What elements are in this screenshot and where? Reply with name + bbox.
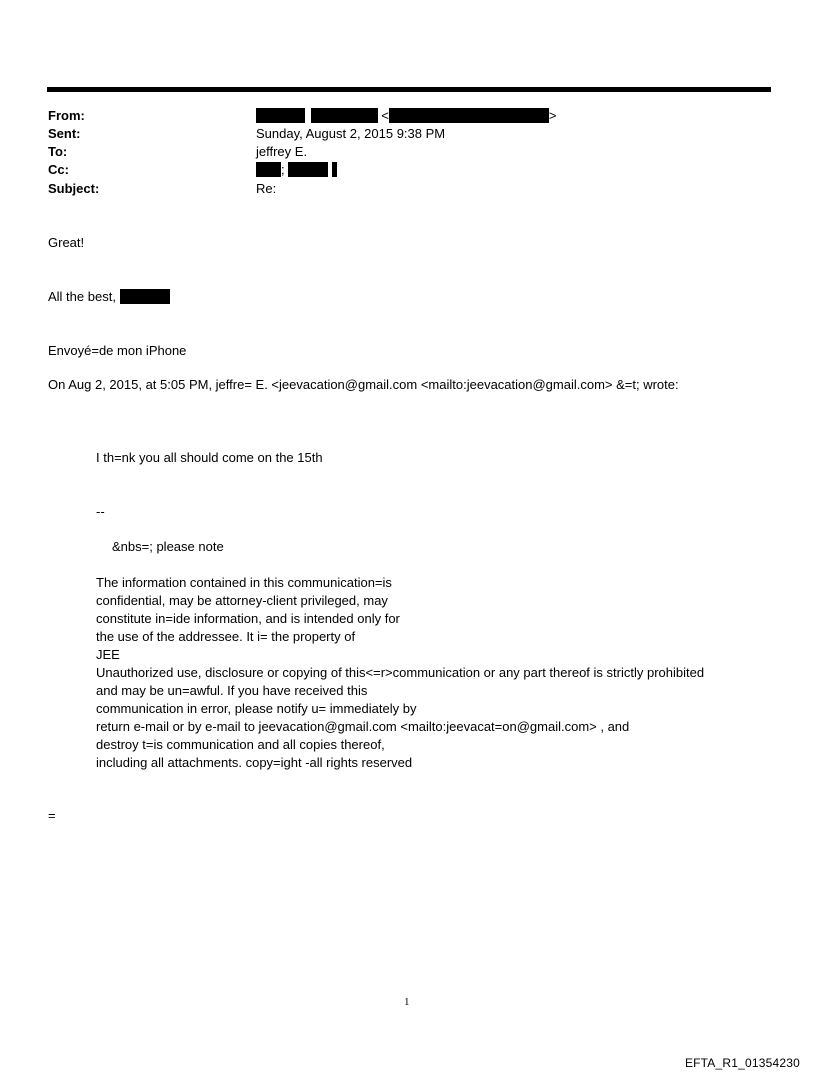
disclaimer-line: and may be un=awful. If you have received this — [96, 683, 368, 698]
subject-label: Subject: — [48, 181, 100, 196]
from-row — [48, 108, 768, 126]
nbsp-note: &nbs=; please note — [112, 539, 224, 554]
disclaimer-line: confidential, may be attorney-client privileged, may — [96, 593, 388, 608]
cc-label: Cc: — [48, 162, 69, 177]
disclaimer-line: destroy t=is communication and all copies thereof, — [96, 737, 385, 752]
from-value — [256, 108, 556, 123]
from-lt: < — [381, 108, 389, 123]
greeting: Great! — [48, 235, 85, 250]
redaction-box — [120, 289, 170, 304]
cc-separator: ; — [281, 162, 285, 177]
redaction-box — [288, 162, 328, 177]
disclaimer-line: JEE — [96, 647, 120, 662]
to-label: To: — [48, 144, 68, 159]
page-number: 1 — [404, 996, 410, 1008]
from-label: From: — [48, 108, 85, 123]
from-gt: > — [548, 108, 557, 123]
document-id: EFTA_R1_01354230 — [684, 1056, 800, 1070]
subject-row — [48, 181, 768, 199]
redaction-box — [311, 108, 378, 123]
disclaimer-line: The information contained in this communication=is — [96, 575, 392, 590]
disclaimer-line: return e-mail or by e-mail to jeevacation@gmail.com <mailto:jeevacat=on@gmail.com> , and — [96, 719, 630, 734]
to-row — [48, 144, 768, 162]
signature-dash: -- — [96, 504, 105, 519]
redaction-box — [256, 108, 305, 123]
signoff: All the best, — [48, 289, 116, 304]
sent-row — [48, 126, 768, 144]
signoff-line — [48, 289, 170, 304]
cc-row — [48, 162, 768, 180]
sent-value: Sunday, August 2, 2015 9:38 PM — [256, 126, 446, 141]
disclaimer-line: the use of the addressee. It i= the property of — [96, 629, 356, 644]
trailing-equals: = — [48, 808, 56, 823]
sent-from-line: Envoyé=de mon iPhone — [48, 343, 187, 358]
sent-label: Sent: — [48, 126, 81, 141]
disclaimer-line: constitute in=ide information, and is intended only for — [96, 611, 400, 626]
disclaimer-line: communication in error, please notify u= immediately by — [96, 701, 417, 716]
cc-value — [256, 162, 337, 177]
redaction-box — [332, 162, 337, 177]
disclaimer-line: including all attachments. copy=ight -all rights reserved — [96, 755, 413, 770]
redaction-box — [256, 162, 281, 177]
subject-value: Re: — [256, 181, 277, 196]
quoted-message: I th=nk you all should come on the 15th — [96, 450, 323, 465]
disclaimer-line: Unauthorized use, disclosure or copying of this<=r>communication or any part thereof is strictly prohibited — [96, 665, 705, 680]
redaction-box — [389, 108, 549, 123]
header-rule — [47, 87, 771, 92]
quote-intro: On Aug 2, 2015, at 5:05 PM, jeffre= E. <jeevacation@gmail.com <mailto:jeevacation@gmail.com> &=t; wrote: — [48, 377, 679, 392]
to-value: jeffrey E. — [256, 144, 308, 159]
